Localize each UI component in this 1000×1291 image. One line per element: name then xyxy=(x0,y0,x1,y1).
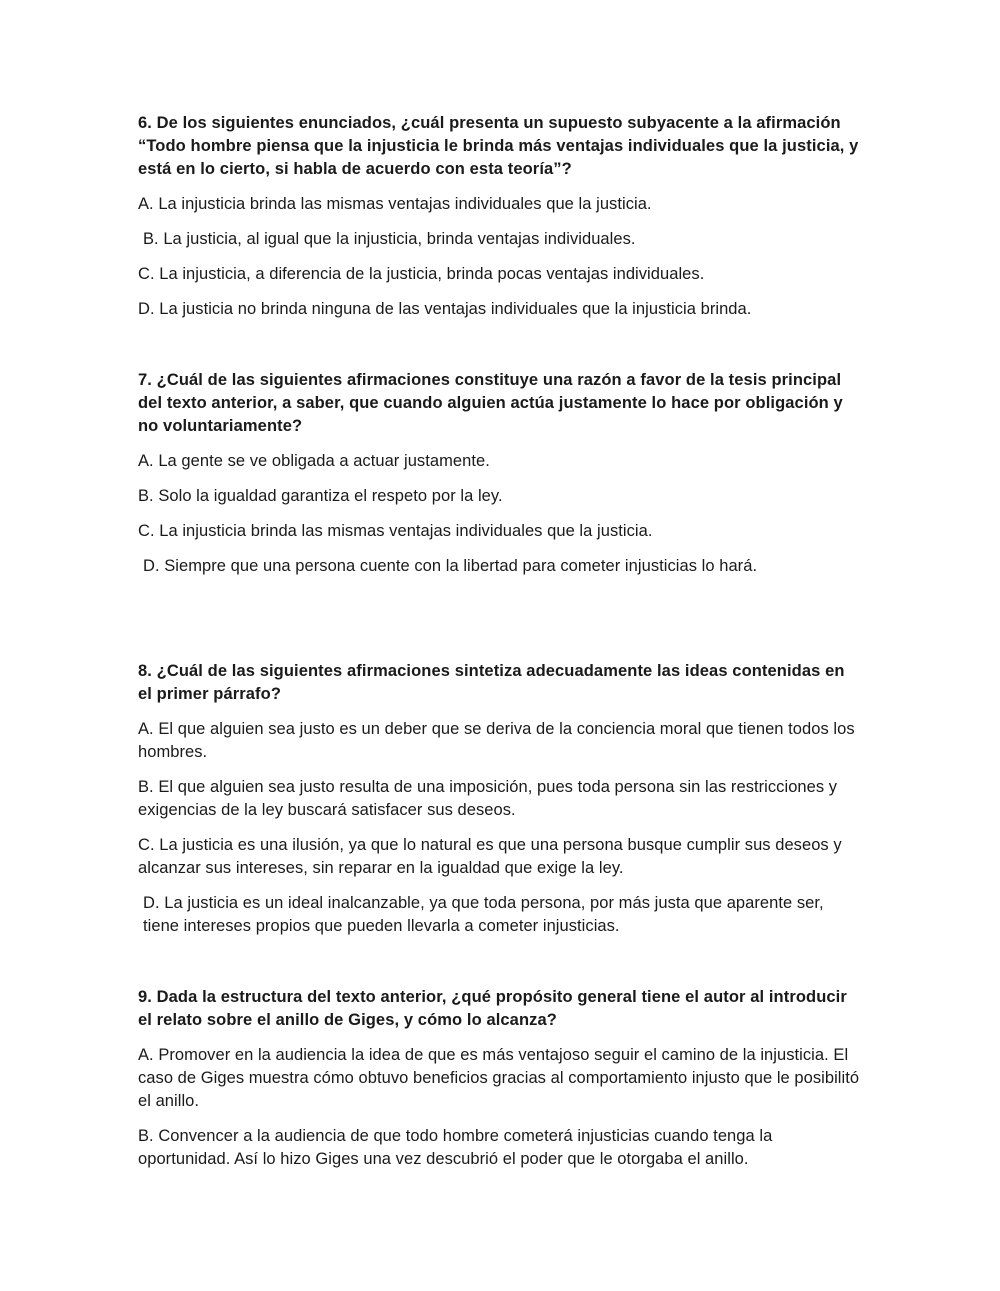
question-9-text: 9. Dada la estructura del texto anterior, ¿qué propósito general tiene el autor al introducir el relato sobre el anillo de Giges, y cómo lo alcanza? xyxy=(138,988,847,1029)
question-8-text: 8. ¿Cuál de las siguientes afirmaciones sintetiza adecuadamente las ideas contenidas en el primer párrafo? xyxy=(138,662,845,703)
question-7-option-d: D. Siempre que una persona cuente con la libertad para cometer injusticias lo hará. xyxy=(143,557,758,575)
question-6-option-c: C. La injusticia, a diferencia de la justicia, brinda pocas ventajas individuales. xyxy=(138,265,705,283)
question-8-block xyxy=(138,660,862,938)
question-6-option-b: B. La justicia, al igual que la injusticia, brinda ventajas individuales. xyxy=(143,230,636,248)
question-8-option-b: B. El que alguien sea justo resulta de una imposición, pues toda persona sin las restricciones y exigencias de la ley buscará satisfacer sus deseos. xyxy=(138,778,838,819)
question-7-option-b: B. Solo la igualdad garantiza el respeto por la ley. xyxy=(138,487,503,505)
question-8-option-a: A. El que alguien sea justo es un deber que se deriva de la conciencia moral que tienen todos los hombres. xyxy=(138,720,855,761)
question-8-option-d: D. La justicia es un ideal inalcanzable, ya que toda persona, por más justa que aparente ser, tiene intereses propios que pueden llevarla a cometer injusticias. xyxy=(143,894,824,935)
question-9-option-b: B. Convencer a la audiencia de que todo hombre cometerá injusticias cuando tenga la oportunidad. Así lo hizo Giges una vez descubrió el poder que le otorgaba el anillo. xyxy=(138,1127,773,1168)
question-9-block xyxy=(138,986,862,1171)
question-7-block xyxy=(138,369,862,578)
question-8-option-c: C. La justicia es una ilusión, ya que lo natural es que una persona busque cumplir sus deseos y alcanzar sus intereses, sin reparar en la igualdad que exige la ley. xyxy=(138,836,842,877)
question-6-text: 6. De los siguientes enunciados, ¿cuál presenta un supuesto subyacente a la afirmación “Todo hombre piensa que la injusticia le brinda más ventajas individuales que la justicia, y está en lo cierto, si habla de acuerdo con esta teoría”? xyxy=(138,114,859,178)
question-9-option-a: A. Promover en la audiencia la idea de que es más ventajoso seguir el camino de la injusticia. El caso de Giges muestra cómo obtuvo beneficios gracias al comportamiento injusto que le posibilitó el anillo. xyxy=(138,1046,860,1110)
question-7-text: 7. ¿Cuál de las siguientes afirmaciones constituye una razón a favor de la tesis principal del texto anterior, a saber, que cuando alguien actúa justamente lo hace por obligación y no voluntariamente? xyxy=(138,371,843,435)
question-7-option-c: C. La injusticia brinda las mismas ventajas individuales que la justicia. xyxy=(138,522,653,540)
question-6-option-a: A. La injusticia brinda las mismas ventajas individuales que la justicia. xyxy=(138,195,652,213)
question-6-option-d: D. La justicia no brinda ninguna de las ventajas individuales que la injusticia brinda. xyxy=(138,300,752,318)
question-7-option-a: A. La gente se ve obligada a actuar justamente. xyxy=(138,452,490,470)
worksheet-page xyxy=(138,112,862,1183)
question-6-block xyxy=(138,112,862,321)
